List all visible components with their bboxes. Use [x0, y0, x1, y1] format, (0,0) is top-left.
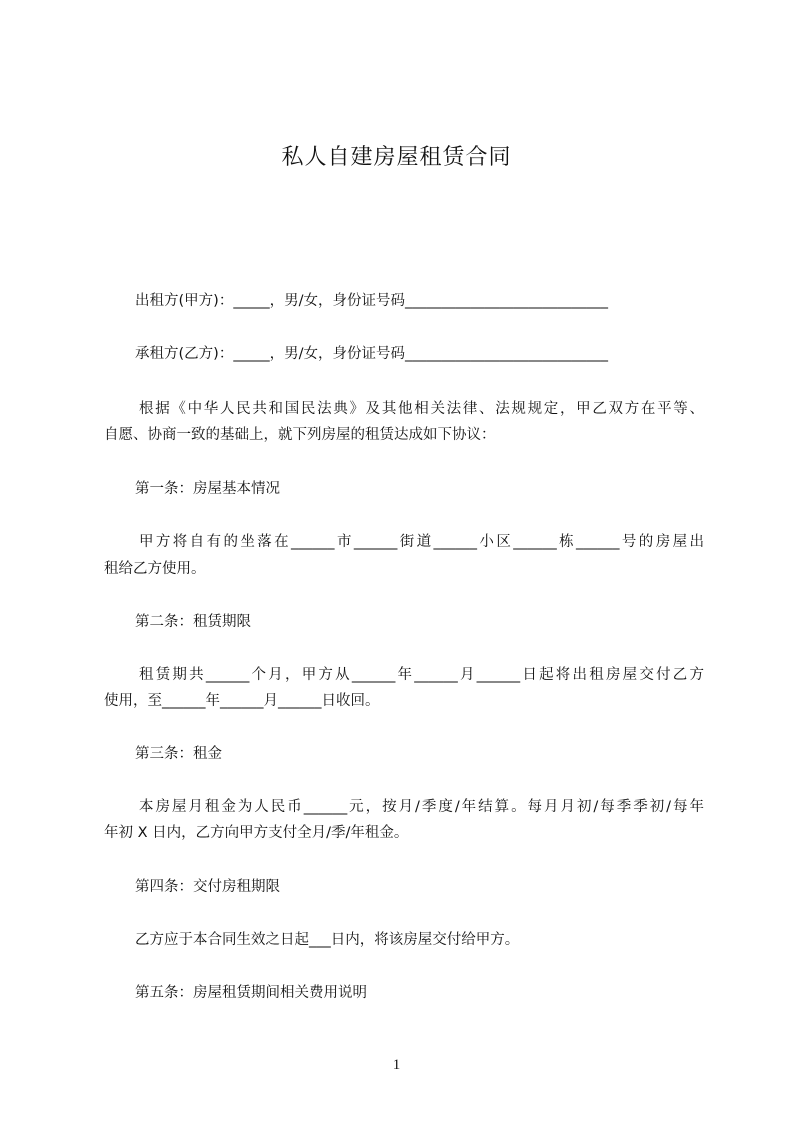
article-1-text-line-2: 租给乙方使用。 — [104, 561, 206, 577]
article-4-heading: 第四条：交付房租期限 — [135, 879, 280, 895]
lessee-line: 承租方(乙方)：_____，男/女，身份证号码____________________________ — [135, 346, 608, 362]
article-2-text-line-1: 租赁期共______个月，甲方从______年______月______日起将出租房屋交付乙方 — [139, 667, 704, 683]
article-2-text-line-2: 使用，至______年______月______日收回。 — [104, 693, 380, 709]
article-3-text-line-1: 本房屋月租金为人民币______元，按月/季度/年结算。每月月初/每季季初/每年 — [139, 799, 704, 815]
article-5-heading: 第五条：房屋租赁期间相关费用说明 — [135, 985, 367, 1001]
article-1-heading: 第一条：房屋基本情况 — [135, 481, 280, 497]
preamble-line-2: 自愿、协商一致的基础上，就下列房屋的租赁达成如下协议： — [104, 427, 496, 443]
lessor-line: 出租方(甲方)：_____，男/女，身份证号码____________________________ — [135, 293, 608, 309]
article-4-text-line-1: 乙方应于本合同生效之日起___日内，将该房屋交付给甲方。 — [135, 932, 520, 948]
preamble-line-1: 根据《中华人民共和国民法典》及其他相关法律、法规规定，甲乙双方在平等、 — [139, 401, 704, 417]
article-2-heading: 第二条：租赁期限 — [135, 614, 251, 630]
page-number: 1 — [392, 1057, 401, 1073]
article-1-text-line-1: 甲方将自有的坐落在______市______街道______小区______栋______号的房屋出 — [139, 534, 704, 550]
article-3-text-line-2: 年初 X 日内，乙方向甲方支付全月/季/年租金。 — [104, 825, 409, 841]
document-title: 私人自建房屋租赁合同 — [281, 145, 512, 170]
article-3-heading: 第三条：租金 — [135, 746, 222, 762]
